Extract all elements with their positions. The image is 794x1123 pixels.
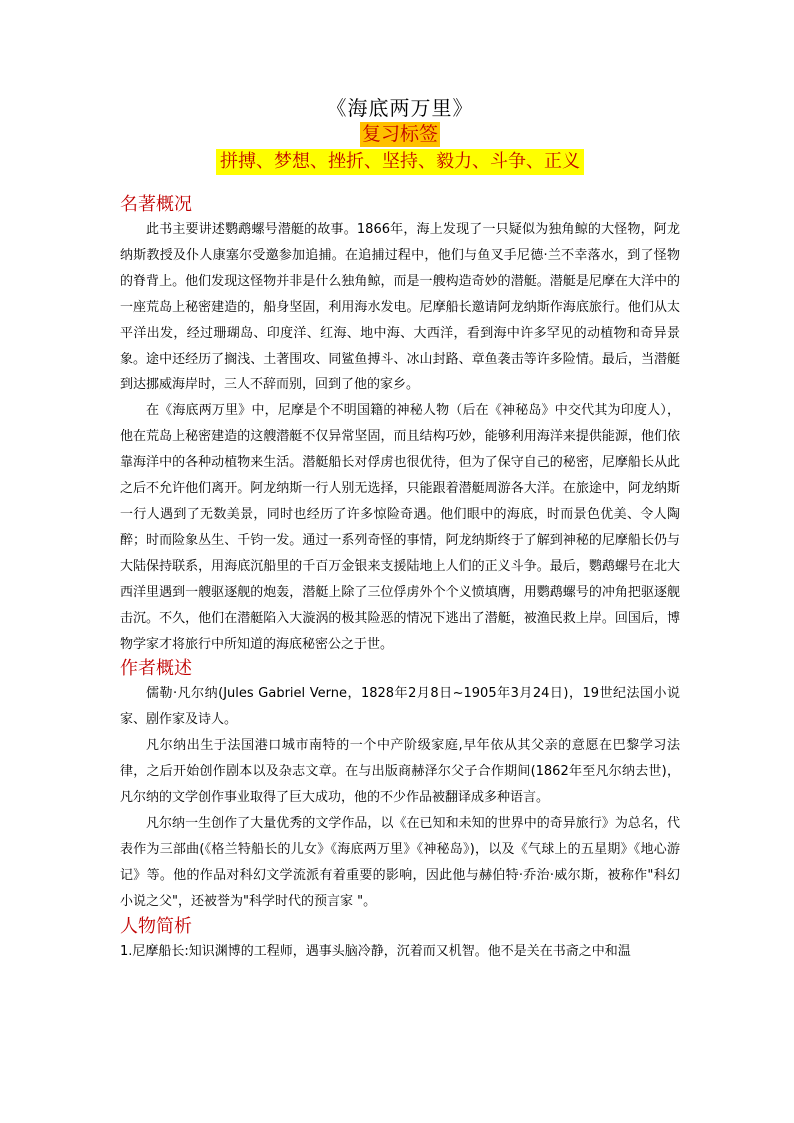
section-heading-author: 作者概述	[120, 658, 192, 680]
section-heading-overview: 名著概况	[120, 194, 192, 215]
document-body	[120, 94, 680, 964]
character-item-1: 1.尼摩船长:知识渊博的工程师，遇事头脑冷静，沉着而又机智。他不是关在书斋之中和温	[120, 943, 631, 959]
author-paragraph-3: 凡尔纳一生创作了大量优秀的文学作品，以《在已知和未知的世界中的奇异旅行》为总名，代表作为三部曲(《格兰特船长的儿女》《海底两万里》《神秘岛》)，以及《气球上的五星期》《地心游记》等。他的作品对科幻文学流派有着重要的影响，因此他与赫伯特·乔治·威尔斯，被称作"科幻小说之父"，还被誉为"科学时代的预言家 "。	[120, 815, 680, 909]
author-paragraph-2: 凡尔纳出生于法国港口城市南特的一个中产阶级家庭,早年依从其父亲的意愿在巴黎学习法律，之后开始创作剧本以及杂志文章。在与出版商赫泽尔父子合作期间(1862年至凡尔纳去世)，凡尔纳的文学创作事业取得了巨大成功，他的不少作品被翻译成多种语言。	[120, 738, 680, 806]
book-title: 《海底两万里》	[326, 96, 474, 120]
section-heading-characters: 人物简析	[120, 915, 192, 937]
overview-paragraph-1: 此书主要讲述鹦鹉螺号潜艇的故事。1866年，海上发现了一只疑似为独角鲸的大怪物，阿龙纳斯教授及仆人康塞尔受邀参加追捕。在追捕过程中，他们与鱼叉手尼德·兰不幸落水，到了怪物的脊背上。他们发现这怪物并非是什么独角鲸，而是一艘构造奇妙的潜艇。潜艇是尼摩在大洋中的一座荒岛上秘密建造的，船身坚固，利用海水发电。尼摩船长邀请阿龙纳斯作海底旅行。他们从太平洋出发，经过珊瑚岛、印度洋、红海、地中海、大西洋，看到海中许多罕见的动植物和奇异景象。途中还经历了搁浅、土著围攻、同鲨鱼搏斗、冰山封路、章鱼袭击等许多险情。最后，当潜艇到达挪威海岸时，三人不辞而别，回到了他的家乡。	[120, 222, 680, 393]
overview-paragraph-2: 在《海底两万里》中，尼摩是个不明国籍的神秘人物（后在《神秘岛》中交代其为印度人），他在荒岛上秘密建造的这艘潜艇不仅异常坚固，而且结构巧妙，能够利用海洋来提供能源，他们依靠海洋中的各种动植物来生活。潜艇船长对俘虏也很优待，但为了保守自己的秘密，尼摩船长从此之后不允许他们离开。阿龙纳斯一行人别无选择，只能跟着潜艇周游各大洋。在旅途中，阿龙纳斯一行人遇到了无数美景，同时也经历了许多惊险奇遇。他们眼中的海底，时而景色优美、令人陶醉；时而险象丛生、千钧一发。通过一系列奇怪的事情，阿龙纳斯终于了解到神秘的尼摩船长仍与大陆保持联系，用海底沉船里的千百万金银来支援陆地上人们的正义斗争。最后，鹦鹉螺号在北大西洋里遇到一艘驱逐舰的炮轰，潜艇上除了三位俘虏外个个义愤填膺，用鹦鹉螺号的冲角把驱逐舰击沉。不久，他们在潜艇陷入大漩涡的极其险恶的情况下逃出了潜艇，被渔民救上岸。回国后，博物学家才将旅行中所知道的海底秘密公之于世。	[120, 403, 680, 652]
author-paragraph-1: 儒勒·凡尔纳(Jules Gabriel Verne，1828年2月8日~1905年3月24日)，19世纪法国小说家、剧作家及诗人。	[120, 686, 680, 728]
review-tags: 拼搏、梦想、挫折、坚持、毅力、斗争、正义	[216, 149, 584, 175]
review-tag-heading: 复习标签	[361, 123, 438, 145]
